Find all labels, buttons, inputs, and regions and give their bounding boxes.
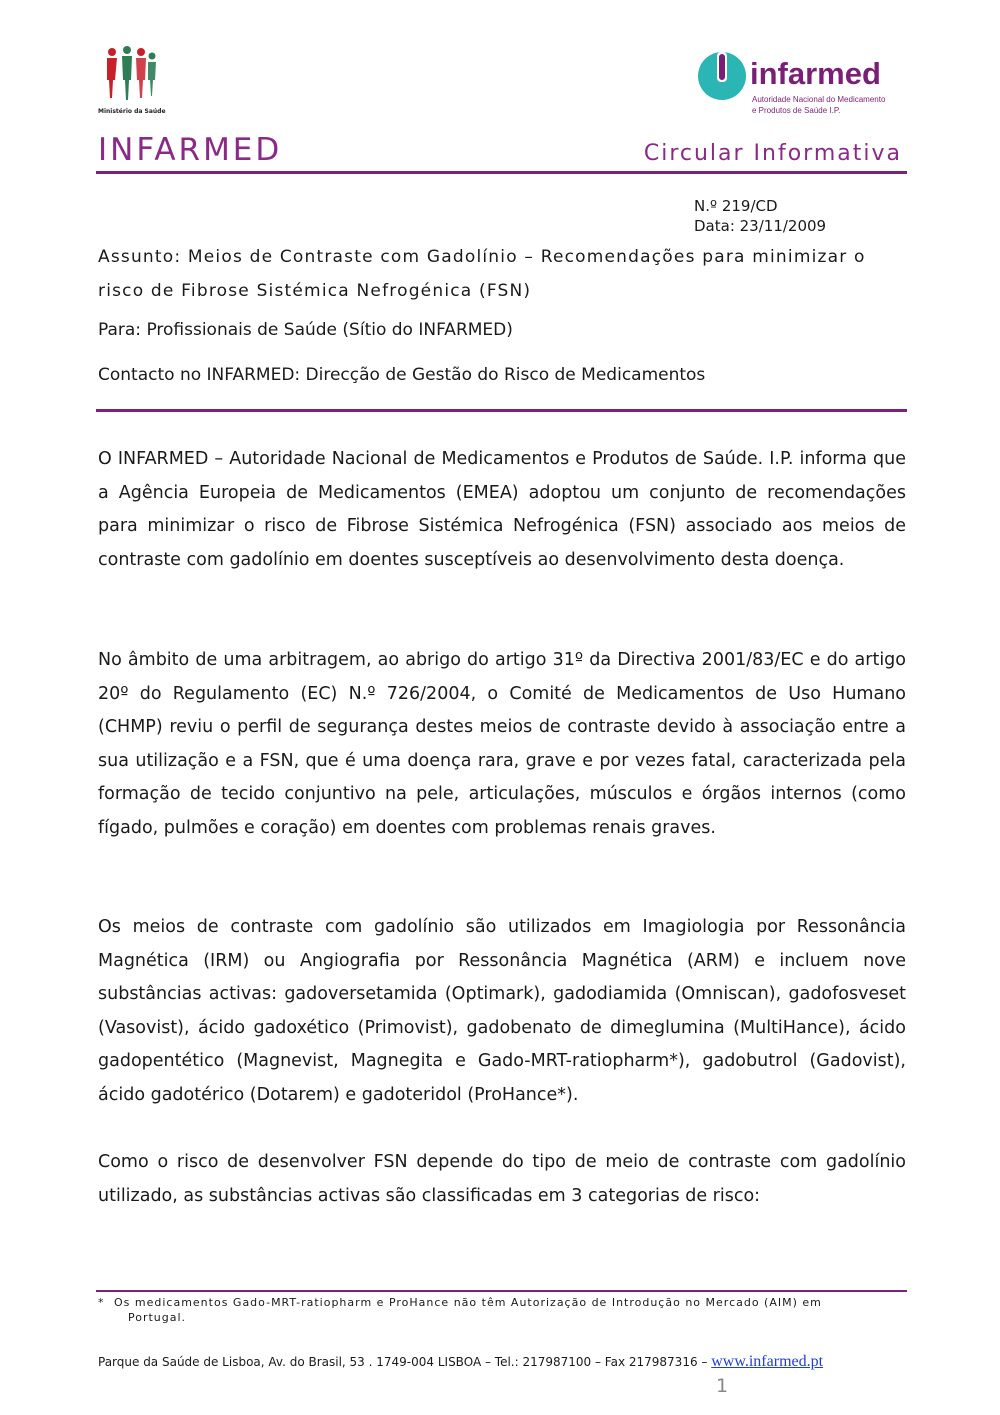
contact-line: Contacto no INFARMED: Direcção de Gestão do Risco de Medicamentos: [98, 365, 706, 385]
footnote-mark: *: [98, 1296, 105, 1309]
circular-date: Data: 23/11/2009: [694, 217, 827, 235]
header-divider: [96, 171, 907, 174]
brand-sub-line1: Autoridade Nacional do Medicamento: [752, 95, 886, 104]
footnote-line-1: Os medicamentos Gado-MRT-ratiopharm e ProHance não têm Autorização de Introdução no Mercado (AIM) em: [114, 1296, 822, 1309]
page-number: 1: [716, 1375, 729, 1397]
body-paragraph-3: Os meios de contraste com gadolínio são utilizados em Imagiologia por Ressonância Magnética (IRM) ou Angiografia por Ressonância Magnética (ARM) e incluem nove substâncias activas: gadoversetamida (Optimark), gadodiamida (Omniscan), gadofosveset (Vasovist), ácido gadoxético (Primovist), gadobenato de dimeglumina (MultiHance), ácido gadopentético (Magnevist, Magnegita e Gado-MRT-ratiopharm*), gadobutrol (Gadovist), ácido gadotérico (Dotarem) e gadoteridol (ProHance*).: [98, 917, 906, 1105]
footer-address: Parque da Saúde de Lisboa, Av. do Brasil, 53 . 1749-004 LISBOA – Tel.: 217987100 – Fax 217987316 –: [98, 1355, 708, 1369]
ministry-logo-text: Ministério da Saúde: [98, 108, 166, 115]
body-paragraph-1: O INFARMED – Autoridade Nacional de Medicamentos e Produtos de Saúde. I.P. informa que a Agência Europeia de Medicamentos (EMEA) adoptou um conjunto de recomendações para minimizar o risco de Fibrose Sistémica Nefrogénica (FSN) associado aos meios de contraste com gadolínio em doentes susceptíveis ao desenvolvimento desta doença.: [98, 449, 906, 570]
footnote: [98, 1295, 878, 1325]
header-title: INFARMED: [98, 132, 283, 168]
ministry-logo: [98, 44, 166, 118]
circular-number: N.º 219/CD: [694, 197, 778, 215]
ministry-figures-icon: [100, 44, 160, 118]
infarmed-logo: [696, 50, 896, 122]
header-subtitle: Circular Informativa: [643, 141, 902, 166]
recipients-line: Para: Profissionais de Saúde (Sítio do INFARMED): [98, 320, 513, 340]
meta-divider: [96, 409, 907, 412]
website-link[interactable]: www.infarmed.pt: [711, 1353, 824, 1370]
subject-line: Assunto: Meios de Contraste com Gadolínio – Recomendações para minimizar o risco de Fibrose Sistémica Nefrogénica (FSN): [98, 247, 866, 301]
footer: [98, 1353, 823, 1371]
infarmed-brand-icon: [696, 50, 896, 122]
brand-sub-line2: e Produtos de Saúde I.P.: [752, 106, 841, 115]
footnote-divider: [96, 1290, 907, 1292]
reference-block: [694, 196, 826, 236]
body-paragraph-2: No âmbito de uma arbitragem, ao abrigo do artigo 31º da Directiva 2001/83/EC e do artigo 20º do Regulamento (EC) N.º 726/2004, o Comité de Medicamentos de Uso Humano (CHMP) reviu o perfil de segurança destes meios de contraste devido à associação entre a sua utilização e a FSN, que é uma doença rara, grave e por vezes fatal, caracterizada pela formação de tecido conjuntivo na pele, articulações, músculos e órgãos internos (como fígado, pulmões e coração) em doentes com problemas renais graves.: [98, 650, 906, 838]
body-paragraph-4: Como o risco de desenvolver FSN depende do tipo de meio de contraste com gadolínio utilizado, as substâncias activas são classificadas em 3 categorias de risco:: [98, 1152, 906, 1206]
brand-name: infarmed: [750, 56, 881, 91]
footnote-line-2: Portugal.: [128, 1311, 187, 1324]
